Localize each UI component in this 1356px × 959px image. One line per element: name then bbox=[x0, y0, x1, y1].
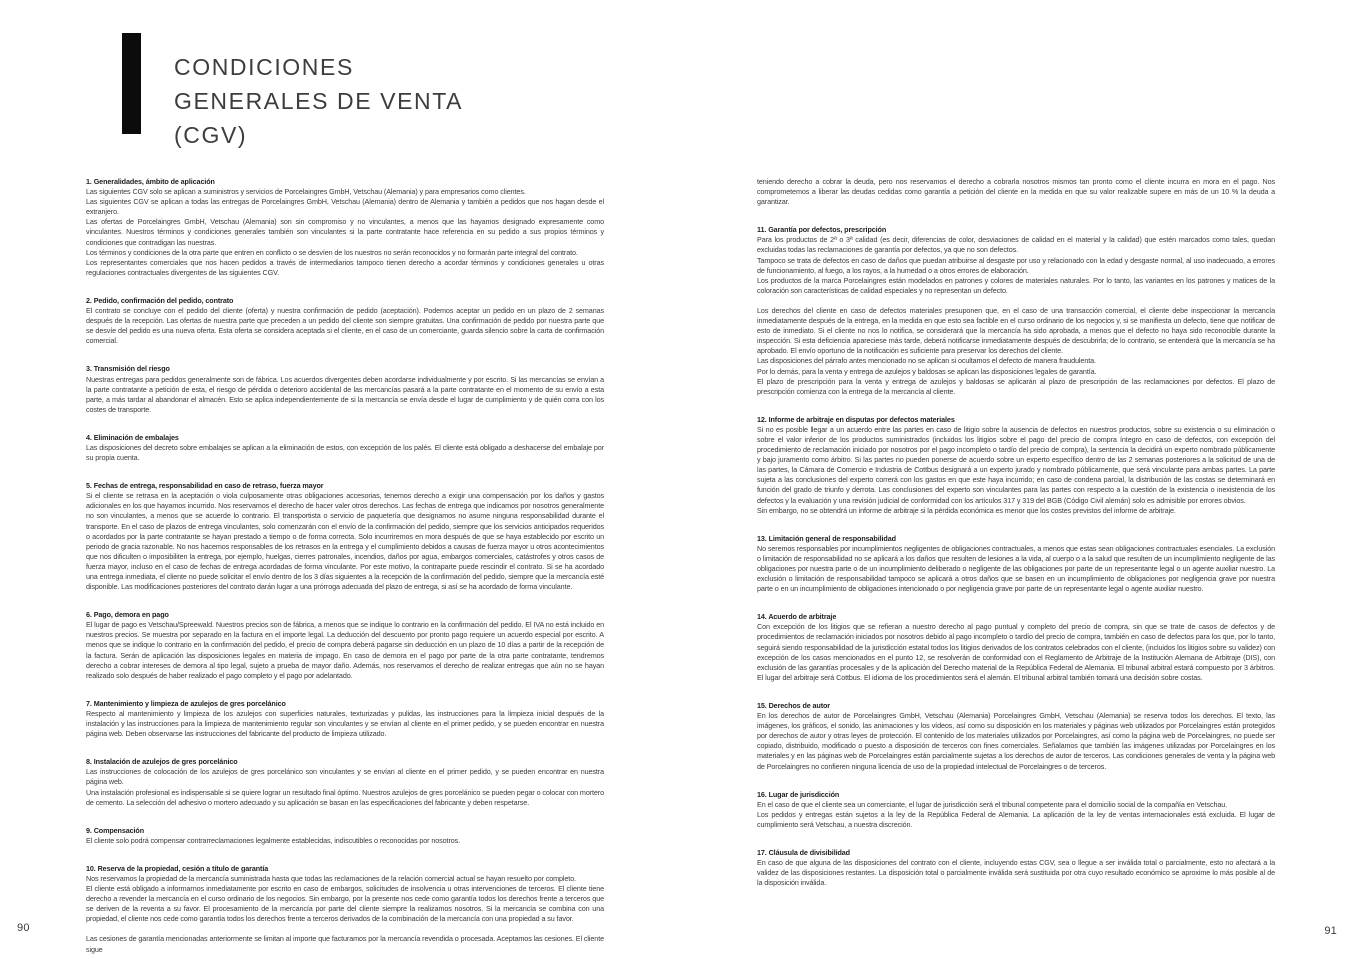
page-title-line-1: CONDICIONES bbox=[174, 54, 354, 80]
section-paragraph: Tampoco se trata de defectos en caso de daños que puedan atribuirse al desgaste por uso y relacionado con la edad y desgaste normal, al uso inadecuado, a errores de funcionamiento, al fuego, a los rayos, a la humedad o a otros errores de elaboración. bbox=[757, 255, 1275, 275]
section-heading: 5. Fechas de entrega, responsabilidad en caso de retraso, fuerza mayor bbox=[86, 481, 324, 491]
section-paragraph: En los derechos de autor de Porcelaingres GmbH, Vetschau (Alemania) Porcelaingres GmbH, Vetschau (Alemania) se reserva todos los derechos. El texto, las imágenes, los gráficos, el sonido, las animaciones y los vídeos, así como su disposición en los materiales y páginas web utilizados por Porcelaingres están protegidos por derechos de autor y otras leyes de protección. El contenido de los materiales utilizados por Porcelaingres, así como la página web de Porcelaingres, no puede ser copiado, distribuido, modificado o puesto a disposición de terceros con fines comerciales. Señalamos que también las imágenes utilizadas por Porcelaingres en los materiales y en las páginas web de Porcelaingres están parcialmente sujetas a los derechos de autor de terceros. Las condiciones generales de venta y la página web de Porcelaingres no confieren ninguna licencia de uso de la propiedad intelectual de Porcelaingres o de terceros. bbox=[757, 711, 1275, 771]
section-paragraph: Sin embargo, no se obtendrá un informe de arbitraje si la pérdida económica es menor que los costes previstos del informe de arbitraje. bbox=[757, 505, 1176, 515]
section-paragraph: Si el cliente se retrasa en la aceptación o viola culposamente otras obligaciones accesorias, tenemos derecho a exigir una compensación por los daños y gastos adicionales en los que hayamos incurrido. Nos reservamos el derecho de hacer valer otros derechos. Las fechas de entrega que indicamos por nosotros generalmente no son vinculantes, a menos que se acuerde lo contrario. El transportista o servicio de paquetería que designamos no asume ninguna responsabilidad durante el transporte. En el caso de plazos de entrega vinculantes, solo comenzarán con el envío de la confirmación del pedido, siempre que los servicios anticipados requeridos o acordados por la parte contratante se hayan prestado a tiempo o de forma correcta. Solo incurriremos en mora después de que se haya establecido por escrito un periodo de gracia razonable. No nos hacemos responsables de los retrasos en la entrega y el cumplimiento debidos a causas de fuerza mayor u otros acontecimientos que nos dificulten o imposibiliten la entrega, por ejemplo, huelgas, cierres patronales, incendios, daños por agua, embargos comerciales, catástrofes y otros casos de fuerza mayor, incluso en el caso de fechas de entrega acordadas de forma vinculante. Por este motivo, la contraparte puede rescindir el contrato. Si se ha acordado una entrega inmediata, el cliente no puede solicitar el envío dentro de los 3 días siguientes a la recepción de la confirmación del pedido, siempre que la mercancía esté disponible. Las modificaciones posteriores del contrato darán lugar a una prórroga adecuada del plazo de entrega, si así se ha acordado de forma vinculante. bbox=[86, 491, 604, 592]
section-heading: 10. Reserva de la propiedad, cesión a título de garantía bbox=[86, 863, 269, 873]
section-paragraph: Una instalación profesional es indispensable si se quiere lograr un resultado final óptimo. Nuestros azulejos de gres porcelánico se pueden pegar o colocar con mortero de cemento. La selección del adhesivo o mortero adecuado y su aplicación se basan en las especificaciones del fabricante y deben respetarse. bbox=[86, 787, 604, 807]
section-heading: 2. Pedido, confirmación del pedido, contrato bbox=[86, 295, 234, 305]
tos-section bbox=[86, 610, 604, 681]
section-paragraph: El contrato se concluye con el pedido del cliente (oferta) y nuestra confirmación de pedido (aceptación). Podemos aceptar un pedido en un plazo de 2 semanas después de la recepción. Las ofertas de nuestra parte que preceden a un pedido del cliente son siempre gratuitas. Una confirmación de pedido por nuestra parte que se desvíe del pedido es una nueva oferta. Esta oferta se considera aceptada si el cliente, en el caso de un comerciante, guarda silencio sobre la carta de confirmación comercial. bbox=[86, 306, 604, 346]
section-paragraph: Los representantes comerciales que nos hacen pedidos a través de intermediarios tampoco tienen derecho a acordar términos y condiciones generales u otras regulaciones contractuales divergentes de las siguientes CGV. bbox=[86, 257, 604, 277]
section-heading: 16. Lugar de jurisdicción bbox=[757, 789, 840, 799]
section-heading: 7. Mantenimiento y limpieza de azulejos de gres porcelánico bbox=[86, 698, 286, 708]
section-heading: 4. Eliminación de embalajes bbox=[86, 432, 179, 442]
section-paragraph: El cliente está obligado a informarnos inmediatamente por escrito en caso de embargos, solicitudes de insolvencia u otras intervenciones de terceros. El cliente tiene derecho a revender la mercancía en el curso ordinario de los negocios. Sin embargo, por la presente nos cede como garantía todos los derechos frente a terceros que se deriven de la reventa a su favor. El procesamiento de la mercancía por parte del cliente siempre la realizamos nosotros. Si la mercancía se combina con una propiedad, el cliente nos cede como garantía todos los derechos frente a terceros derivados de la combinación de la mercancía con una propiedad a su favor. bbox=[86, 884, 604, 924]
section-heading: 9. Compensación bbox=[86, 825, 145, 835]
section-heading: 1. Generalidades, ámbito de aplicación bbox=[86, 177, 215, 186]
section-heading: 11. Garantía por defectos, prescripción bbox=[757, 225, 887, 235]
section-paragraph: Los términos y condiciones de la otra parte que entren en conflicto o se desvíen de los nuestros no serán reconocidos y no formarán parte integral del contrato. bbox=[86, 247, 578, 257]
tos-section bbox=[86, 699, 604, 739]
tos-section bbox=[757, 225, 1275, 397]
section-paragraph: El plazo de prescripción para la venta y entrega de azulejos y baldosas se aplicarán al plazo de prescripción de las reclamaciones por defectos. El plazo de prescripción comienza con la entrega de la mercancía al cliente. bbox=[757, 376, 1275, 396]
section-heading: 3. Transmisión del riesgo bbox=[86, 364, 170, 374]
page-number-left: 90 bbox=[17, 922, 30, 934]
section-paragraph: Las siguientes CGV solo se aplican a suministros y servicios de Porcelaingres GmbH, Vetschau (Alemania) y para empresarios como clientes. bbox=[86, 187, 526, 197]
tos-section bbox=[86, 826, 604, 846]
tos-section bbox=[86, 864, 604, 955]
section-paragraph: Las cesiones de garantía mencionadas anteriormente se limitan al importe que facturamos por la mercancía revendida o procesada. Aceptamos las cesiones. El cliente sigue bbox=[86, 934, 604, 954]
title-accent-bar bbox=[122, 33, 141, 134]
section-paragraph: No seremos responsables por incumplimientos negligentes de obligaciones contractuales, a menos que estas sean obligaciones contractuales esenciales. La exclusión o limitación de responsabilidad no se aplicará a los daños que resulten de lesiones a la vida, al cuerpo o a la salud que resulten de un incumplimiento negligente de las obligaciones por nuestra parte o de un incumplimiento deliberado o negligente de las obligaciones por parte de un representante legal o un agente auxiliar nuestro. La exclusión o limitación de responsabilidad tampoco se aplicará a otros daños que se basen en un incumplimiento de obligaciones por negligencia grave por nuestra parte o en un incumplimiento de obligaciones intencionado o por negligencia grave por parte de un representante legal o agente auxiliar nuestro. bbox=[757, 543, 1275, 594]
page-number-right: 91 bbox=[1324, 925, 1337, 937]
section-paragraph: Las disposiciones del párrafo antes mencionado no se aplican si ocultamos el defecto de manera fraudulenta. bbox=[757, 356, 1096, 366]
section-paragraph: Respecto al mantenimiento y limpieza de los azulejos con superficies naturales, texturizadas y pulidas, las instrucciones para la limpieza inicial después de la instalación y las instrucciones para la limpieza de mantenimiento regular son vinculantes y se envían al cliente en el primer pedido, y se pueden encontrar en nuestra página web. Deben observarse las instrucciones del fabricante del producto de limpieza utilizado. bbox=[86, 708, 604, 739]
section-paragraph: Las instrucciones de colocación de los azulejos de gres porcelánico son vinculantes y se envían al cliente en el primer pedido, y se pueden encontrar en nuestra página web. bbox=[86, 767, 604, 787]
section-heading: 14. Acuerdo de arbitraje bbox=[757, 612, 837, 622]
tos-section bbox=[86, 364, 604, 414]
tos-section bbox=[757, 612, 1275, 683]
tos-section bbox=[86, 481, 604, 592]
section-heading: 12. Informe de arbitraje en disputas por defectos materiales bbox=[757, 414, 955, 424]
section-paragraph: Con excepción de los litigios que se refieran a nuestro derecho al pago puntual y completo del precio de compra, sin que se trate de casos de defectos y de procedimientos de reclamación iniciados por nosotros debido al pago incompleto o tardío del precio de compra, también en caso de defectos para los que, por lo tanto, seguirá siendo responsabilidad de la jurisdicción estatal todos los litigios derivados de los contratos celebrados con el cliente, (incluidos los litigios sobre su validez) con excepción de los casos mencionados en el punto 12, se resolverán de conformidad con el Reglamento de Arbitraje de la Institución Alemana de Arbitraje (DIS), con exclusión de las garantías procesales y de la aplicación del Derecho material de la República Federal de Alemania. El tribunal arbitral estará compuesto por 3 árbitros. El lugar del arbitraje será Cottbus. El idioma de los procedimientos será el alemán. El tribunal arbitral también tomará una decisión sobre costas. bbox=[757, 622, 1275, 682]
page-title-line-3: (CGV) bbox=[174, 122, 248, 148]
section-paragraph: Para los productos de 2ª o 3ª calidad (es decir, diferencias de color, desviaciones de calidad en el material y la calidad) que estén marcados como tales, quedan excluidas todas las reclamaciones de garantía por defectos, ya que no son defectos. bbox=[757, 235, 1275, 255]
tos-section bbox=[86, 296, 604, 346]
section-paragraph: En caso de que alguna de las disposiciones del contrato con el cliente, incluyendo estas CGV, sea o llegue a ser inválida total o parcialmente, esto no afectará a la validez de las disposiciones restantes. La disposición total o parcialmente inválida será sustituida por otra cuyo resultado económico se aproxime lo más posible al de la disposición inválida. bbox=[757, 858, 1275, 888]
section-heading: 17. Cláusula de divisibilidad bbox=[757, 847, 850, 857]
section-paragraph: Nuestras entregas para pedidos generalmente son de fábrica. Los acuerdos divergentes deben acordarse individualmente y por escrito. Si las mercancías se envían a la parte contratante a petición de esta, el riesgo de pérdida o deterioro accidental de las mercancías pasará a la parte contratante en el momento de su envío a esta parte, a más tardar al abandonar el almacén. Esto se aplica independientemente de si la mercancía se envía desde el lugar de cumplimiento y de quién corra con los costes de transporte. bbox=[86, 374, 604, 414]
section-paragraph: teniendo derecho a cobrar la deuda, pero nos reservamos el derecho a cobrarla nosotros mismos tan pronto como el cliente incurra en mora en el pago. Nos comprometemos a liberar las deudas cedidas como garantía a petición del cliente en la medida en que su valor realizable supere en más de un 10 % la deuda a garantizar. bbox=[757, 177, 1275, 207]
section-paragraph: Nos reservamos la propiedad de la mercancía suministrada hasta que todas las reclamaciones de la relación comercial actual se hayan resuelto por completo. bbox=[86, 873, 576, 883]
page-title bbox=[174, 50, 463, 152]
section-heading: 15. Derechos de autor bbox=[757, 700, 830, 710]
tos-section bbox=[86, 177, 604, 278]
section-heading: 6. Pago, demora en pago bbox=[86, 610, 169, 620]
tos-section bbox=[757, 790, 1275, 830]
tos-section bbox=[757, 177, 1275, 207]
section-paragraph: Las siguientes CGV se aplican a todas las entregas de Porcelaingres GmbH, Vetschau (Alemania) dentro de Alemania y también a pedidos que nos hagan desde el extranjero. bbox=[86, 197, 604, 217]
tos-section bbox=[757, 534, 1275, 595]
section-heading: 13. Limitación general de responsabilidad bbox=[757, 533, 896, 543]
section-heading: 8. Instalación de azulejos de gres porcelánico bbox=[86, 757, 238, 767]
section-paragraph: Los productos de la marca Porcelaingres están modelados en patrones y colores de materiales naturales. Por lo tanto, las variantes en los patrones y matices de la coloración son características de calidad especiales y no representan un defecto. bbox=[757, 275, 1275, 295]
tos-section bbox=[757, 415, 1275, 516]
section-paragraph: Los derechos del cliente en caso de defectos materiales presuponen que, en el caso de una transacción comercial, el cliente debe inspeccionar la mercancía inmediatamente después de la entrega, en la medida en que esto sea factible en el curso ordinario de los negocios y, si se manifiesta un defecto, tiene que notificar de esto de inmediato. Si el cliente no nos lo notifica, se considerará que la mercancía ha sido aprobada, a menos que el defecto no haya sido reconocible durante la inspección. Si esta deficiencia apareciese más tarde, deberá notificarse inmediatamente después de descubrirla; de lo contrario, se entenderá que la mercancía se ha aprobado. El envío oportuno de la notificación es suficiente para preservar los derechos del cliente. bbox=[757, 305, 1275, 356]
section-paragraph: El cliente solo podrá compensar contrarreclamaciones legalmente establecidas, indiscutibles o reconocidas por nosotros. bbox=[86, 835, 461, 845]
tos-section bbox=[757, 701, 1275, 772]
section-paragraph: Las ofertas de Porcelaingres GmbH, Vetschau (Alemania) son sin compromiso y no vinculantes, a menos que las hayamos designado expresamente como vinculantes. Nuestros términos y condiciones generales también son vinculantes si la parte contratante hace referencia en su pedido a sus propios términos y condiciones que contradigan las nuestras. bbox=[86, 217, 604, 247]
terms-column-right bbox=[757, 177, 1275, 888]
section-paragraph: Las disposiciones del decreto sobre embalajes se aplican a la eliminación de estos, con excepción de los palés. El cliente está obligado a deshacerse del embalaje por su propia cuenta. bbox=[86, 442, 604, 463]
page-title-line-2: GENERALES DE VENTA bbox=[174, 88, 464, 114]
section-paragraph: Los pedidos y entregas están sujetos a la ley de la República Federal de Alemania. La aplicación de la ley de ventas internacionales está excluida. El lugar de cumplimiento será Vetschau, a nuestra discreción. bbox=[757, 809, 1275, 829]
section-paragraph: Por lo demás, para la venta y entrega de azulejos y baldosas se aplican las disposiciones legales de garantía. bbox=[757, 366, 1097, 376]
section-paragraph: En el caso de que el cliente sea un comerciante, el lugar de jurisdicción será el tribunal competente para el domicilio social de la compañía en Vetschau. bbox=[757, 799, 1228, 809]
tos-section bbox=[757, 848, 1275, 888]
section-paragraph: El lugar de pago es Vetschau/Spreewald. Nuestros precios son de fábrica, a menos que se indique lo contrario en la confirmación del pedido. El IVA no está incluido en nuestros precios. Se muestra por separado en la factura en el importe legal. La deducción del descuento por pronto pago requiere un acuerdo especial por escrito. A menos que se indique lo contrario en la confirmación del pedido, el precio de compra deberá pagarse sin deducción en un plazo de 10 días a partir de la recepción de la factura. Serán de aplicación las disposiciones legales en materia de impago. En caso de demora en el pago por parte de la otra parte contratante, tendremos derecho a cobrar intereses de demora al tipo legal, sujeto a prueba de mayor daño. Además, nos reservamos el derecho de realizar entregas que aún no se hayan realizado solo después de haber realizado el pago completo y el pago por adelantado. bbox=[86, 620, 604, 680]
tos-section bbox=[86, 433, 604, 463]
tos-section bbox=[86, 757, 604, 807]
terms-column-left bbox=[86, 177, 604, 955]
section-paragraph: Si no es posible llegar a un acuerdo entre las partes en caso de litigio sobre la ausencia de defectos en nuestros productos, sobre su existencia o su eliminación o sobre el valor inferior de los productos suministrados (incluidos los litigios sobre el pago del precio de compra íntegro en caso de defectos, con excepción del procedimiento de reclamación iniciado por nosotros por el pago incompleto o tardío del precio de compra), la sentencia la decidirá un experto nombrado públicamente y bajo juramento como árbitro. Si las partes no pueden ponerse de acuerdo sobre un experto específico dentro de las 2 semanas posteriores a la solicitud de una de las partes, la Cámara de Comercio e Industria de Cottbus designará a un experto jurado y nombrado públicamente, que será vinculante para ambas partes. La parte sujeta a las conclusiones del experto correrá con los gastos en que este haya incurrido; en caso de condena parcial, la distribución de las costas se determinará en función del grado de triunfo y derrota. Las conclusiones del experto son vinculantes para las partes con respecto a la cuestión de la existencia o inexistencia de los defectos y la evaluación y una revisión judicial de conformidad con los artículos 317 y 319 del BGB (Código Civil alemán) solo es admisible por errores obvios. bbox=[757, 424, 1275, 505]
